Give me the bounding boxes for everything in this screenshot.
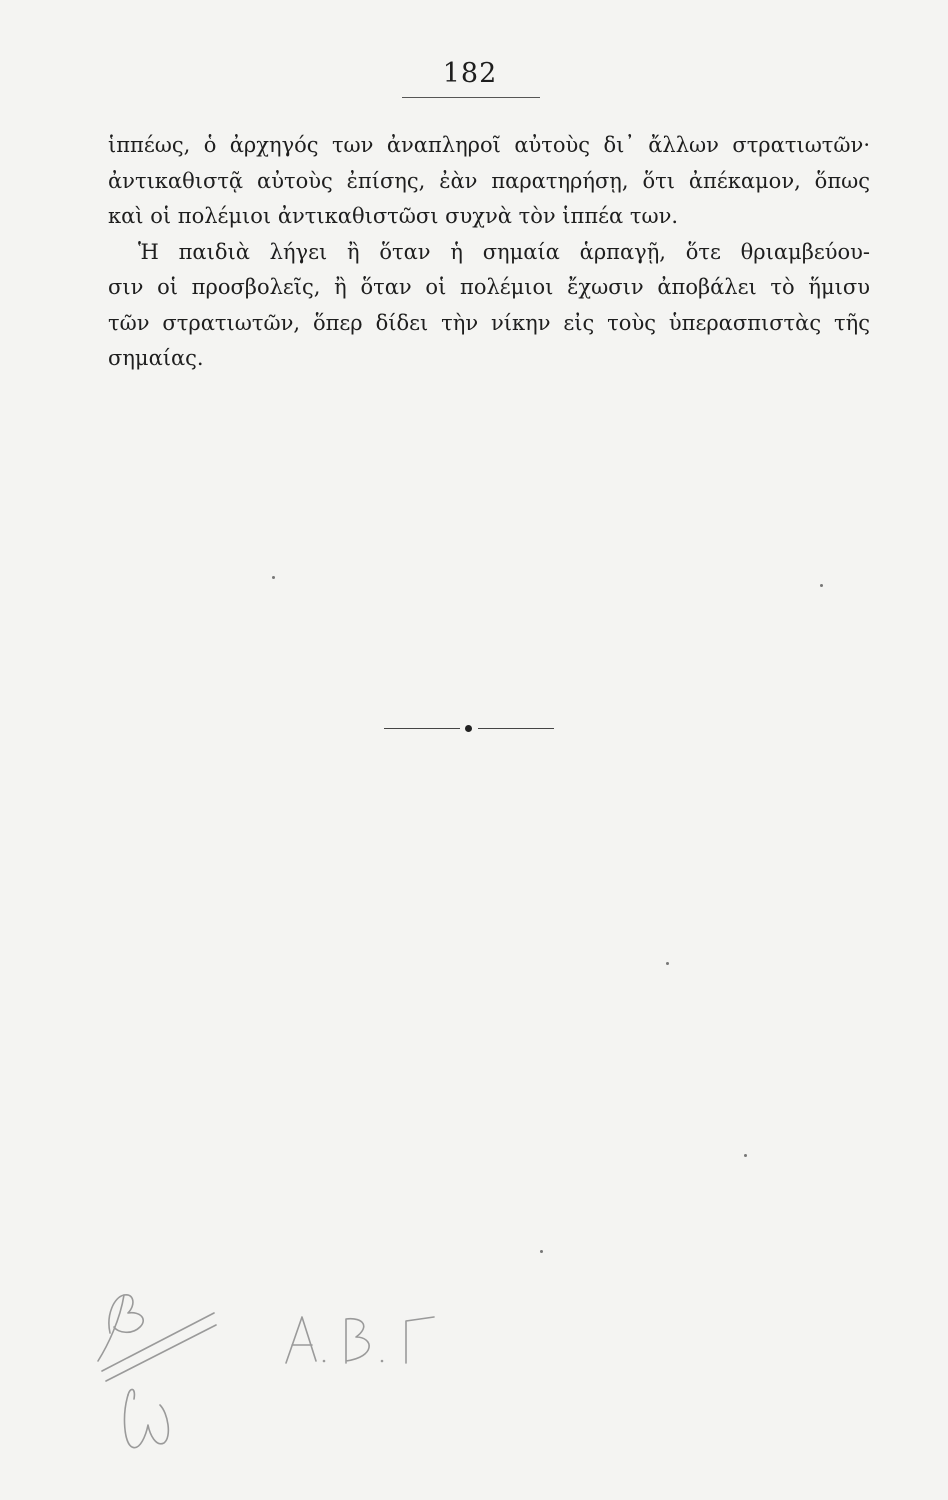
- paper-speck: [744, 1154, 747, 1157]
- handwritten-letter: [406, 1317, 434, 1363]
- handwritten-dot: [381, 1360, 384, 1363]
- ornament-rule-right: [478, 728, 554, 729]
- page-number: 182: [442, 58, 498, 89]
- handwritten-annotation: [88, 1275, 448, 1475]
- paper-speck: [272, 576, 275, 579]
- body-text: [108, 128, 870, 377]
- handwritten-mark: [128, 1389, 134, 1399]
- text-line: τῶν στρατιωτῶν, ὅπερ δίδει τὴν νίκην εἰς τοὺς ὑπερασπιστὰς τῆς: [108, 310, 870, 335]
- end-ornament: [384, 722, 554, 736]
- handwritten-mark: [109, 1295, 143, 1333]
- paper-speck: [820, 584, 823, 587]
- ornament-dot: [465, 725, 472, 732]
- handwritten-letter: [286, 1317, 316, 1363]
- handwritten-stroke: [102, 1313, 214, 1371]
- text-line: καὶ οἱ πολέμιοι ἀντικαθιστῶσι συχνὰ τὸν ἱππέα των.: [108, 204, 679, 228]
- handwritten-dot: [323, 1360, 326, 1363]
- text-line: σημαίας.: [108, 346, 204, 370]
- handwritten-letter: [346, 1319, 369, 1363]
- ornament-rule-left: [384, 728, 460, 729]
- handwritten-mark: [125, 1395, 169, 1448]
- text-line: Ἡ παιδιὰ λήγει ἢ ὅταν ἡ σημαία ἁρπαγῇ, ὅτε θριαμβεύου-: [138, 239, 870, 264]
- handwritten-mark: [98, 1295, 124, 1361]
- header-rule: [402, 97, 540, 98]
- text-line: ἀντικαθιστᾷ αὐτοὺς ἐπίσης, ἐὰν παρατηρήσῃ, ὅτι ἀπέκαμον, ὅπως: [108, 168, 870, 193]
- text-line: ἱππέως, ὁ ἀρχηγός των ἀναπληροῖ αὐτοὺς δι᾽ ἄλλων στρατιωτῶν·: [108, 133, 870, 157]
- paper-speck: [540, 1250, 543, 1253]
- handwritten-stroke: [106, 1325, 216, 1381]
- paper-speck: [666, 962, 669, 965]
- text-line: σιν οἱ προσβολεῖς, ἢ ὅταν οἱ πολέμιοι ἔχωσιν ἀποβάλει τὸ ἥμισυ: [108, 275, 870, 299]
